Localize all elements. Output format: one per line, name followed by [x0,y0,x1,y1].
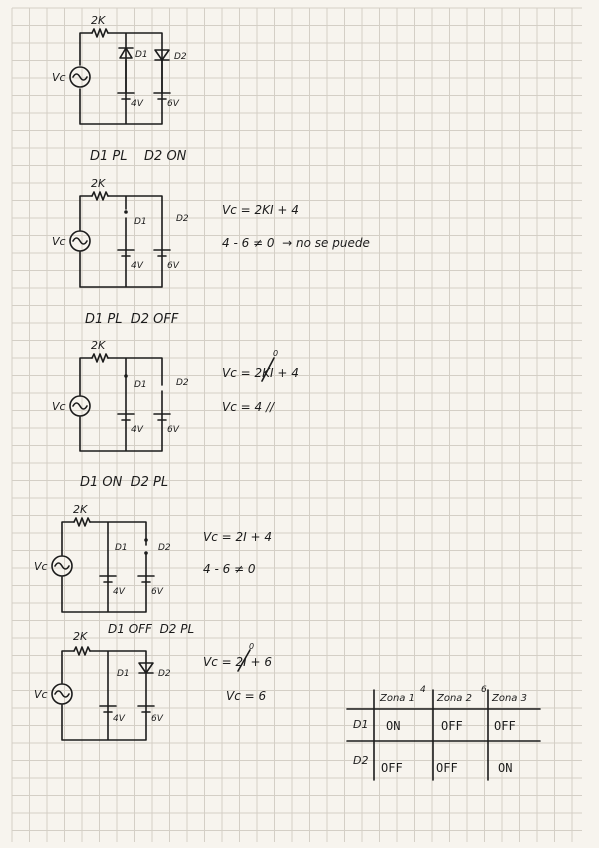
equation-5a: Vc = 2I + 6 [203,655,272,669]
circuit-1 [52,14,187,124]
battery-6v-label: 6V [167,261,179,271]
battery-6v-label: 6V [167,425,179,435]
battery-4v-label: 4V [131,261,143,271]
boundary-label-4: 4 [420,685,426,695]
caption-2: D1 PL D2 OFF [85,312,179,327]
equation-4b: 4 - 6 ≠ 0 [203,562,256,576]
equation-5b: Vc = 6 [226,689,267,703]
caption-1: D1 PL D2 ON [90,149,187,164]
source-label: Vc [34,688,48,701]
battery-6v-label: 6V [167,99,179,109]
equation-4a: Vc = 2I + 4 [203,530,272,544]
d2-label: D2 [176,214,189,224]
d1-label: D1 [115,543,128,553]
battery-6v-label: 6V [151,587,163,597]
cell-d1-zona-1: ON [386,719,401,733]
d2-label: D2 [176,378,189,388]
equation-3b: Vc = 4 // [222,400,275,414]
boundary-label-6: 6 [481,685,487,695]
cell-d2-zona-1: OFF [381,761,403,775]
source-label: Vc [34,560,48,573]
battery-6v-label: 6V [151,714,163,724]
d2-label: D2 [174,52,187,62]
d1-label: D1 [134,380,147,390]
d1-label: D1 [134,217,147,227]
resistor-label: 2K [73,630,88,643]
circuit-5 [34,630,171,740]
cell-d1-zona-2: OFF [441,719,463,733]
resistor-label: 2K [73,503,88,516]
battery-4v-label: 4V [131,99,143,109]
cell-d2-zona-3: ON [498,761,513,775]
battery-4v-label: 4V [131,425,143,435]
equation-2a: Vc = 2KI + 4 [222,203,299,217]
cell-d1-zona-3: OFF [494,719,516,733]
row-label-d2: D2 [353,754,369,767]
d2-label: D2 [158,669,171,679]
equation-3a: Vc = 2KI + 4 [222,366,299,380]
circuit-4 [34,503,171,612]
d2-label: D2 [158,543,171,553]
table-header-zona-2: Zona 2 [437,693,472,704]
source-label: Vc [52,235,66,248]
battery-4v-label: 4V [113,714,125,724]
d1-label: D1 [117,669,130,679]
equation-5a-superscript: 0 [249,642,255,651]
grid-paper [12,8,582,842]
battery-4v-label: 4V [113,587,125,597]
circuit-3 [52,339,189,451]
d1-label: D1 [135,50,148,60]
equation-2b: 4 - 6 ≠ 0 → no se puede [222,236,370,250]
cell-d2-zona-2: OFF [436,761,458,775]
caption-4: D1 OFF D2 PL [108,622,195,636]
caption-3: D1 ON D2 PL [80,475,169,490]
equation-3a-superscript: 0 [273,349,279,358]
source-label: Vc [52,71,66,84]
table-header-zona-3: Zona 3 [492,693,527,704]
zone-table [347,685,540,780]
table-header-zona-1: Zona 1 [380,693,415,704]
resistor-label: 2K [91,14,106,27]
resistor-label: 2K [91,339,106,352]
resistor-label: 2K [91,177,106,190]
row-label-d1: D1 [353,718,369,731]
source-label: Vc [52,400,66,413]
